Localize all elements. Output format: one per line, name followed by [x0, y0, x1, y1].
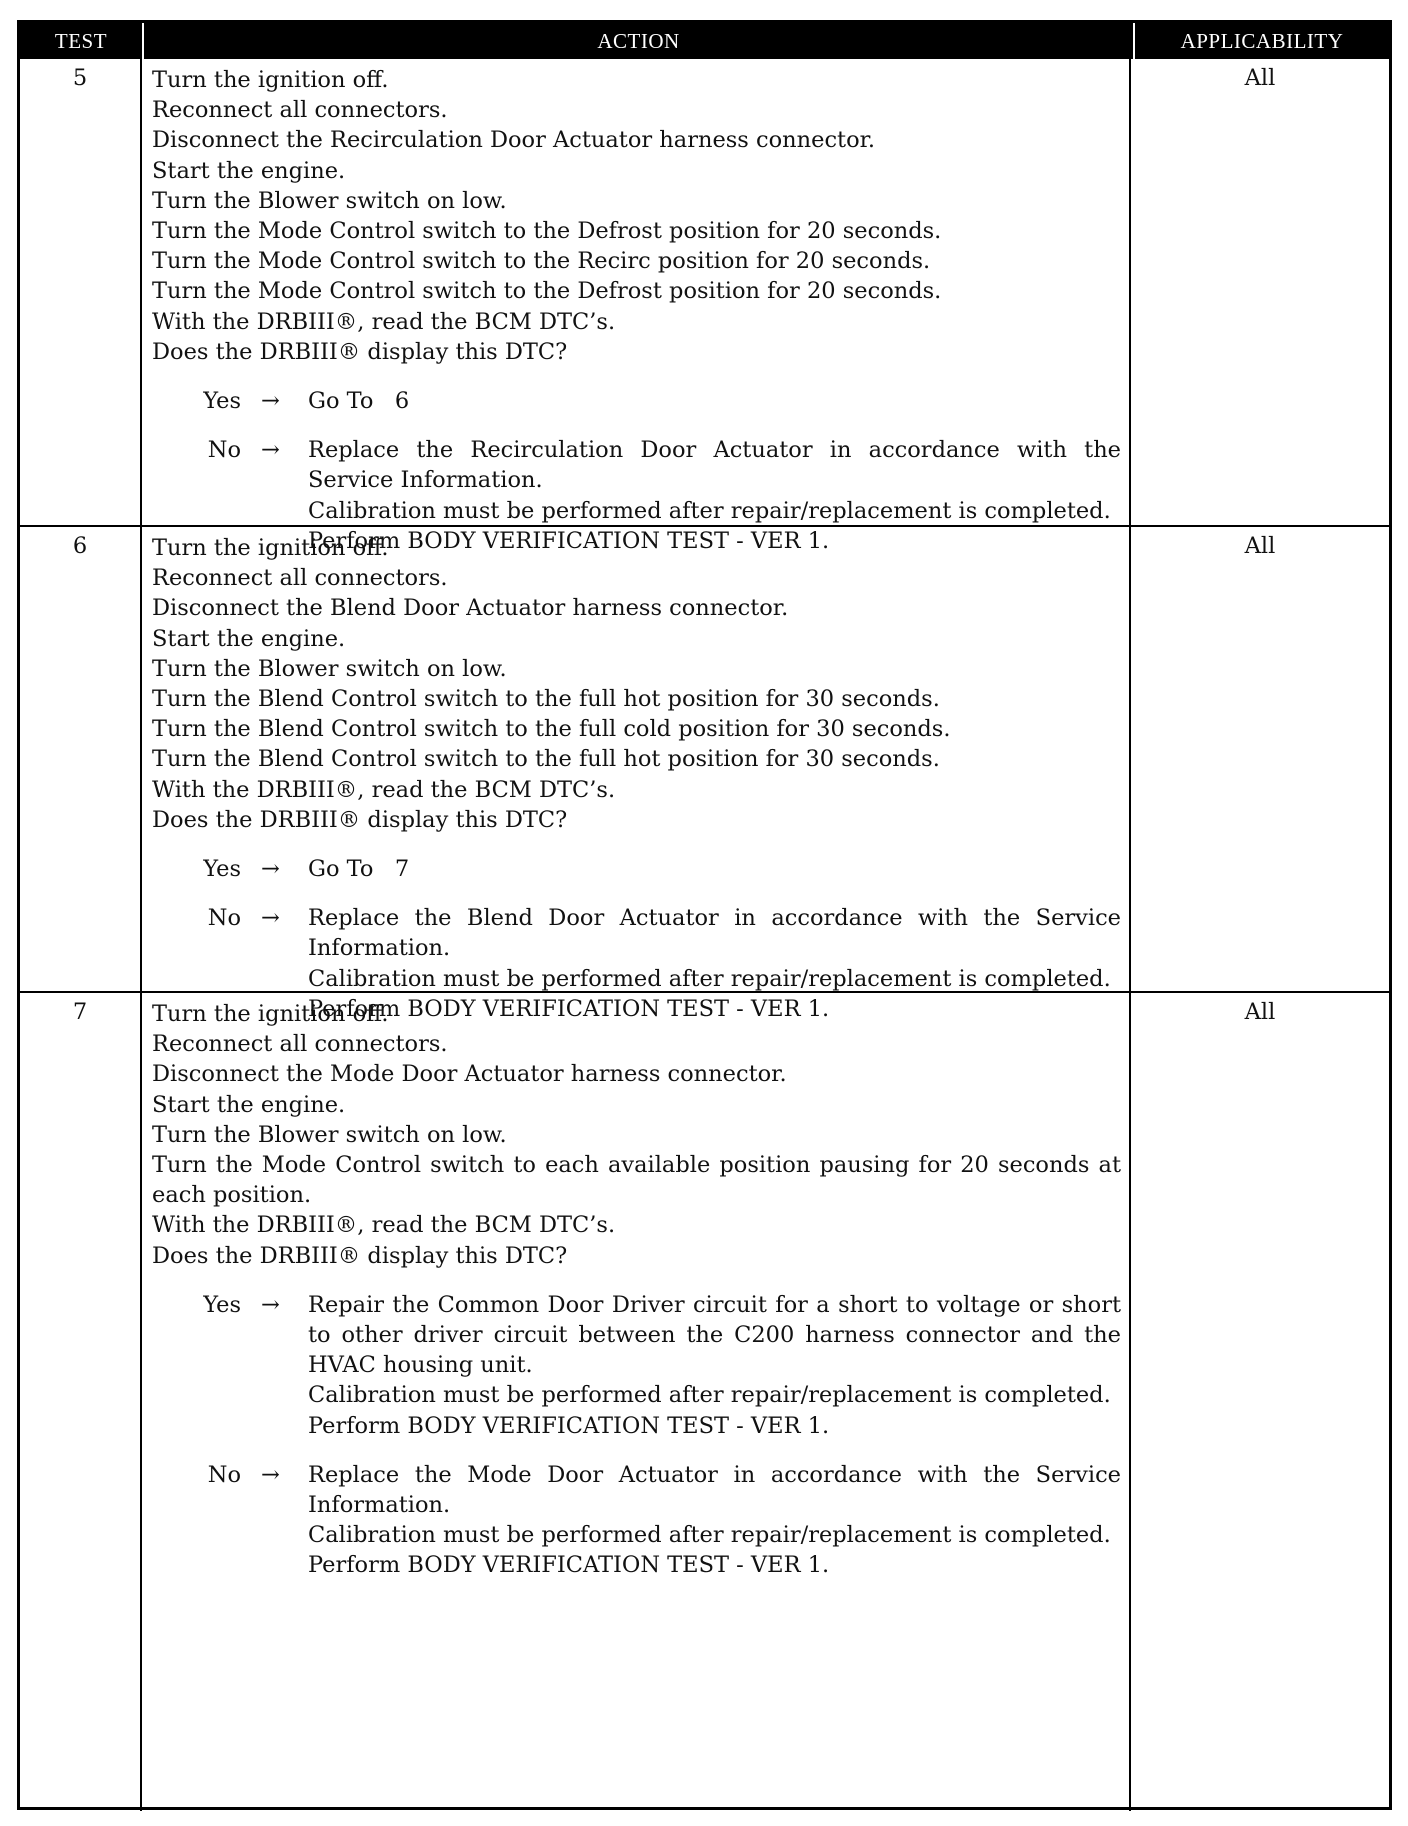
action-step: Does the DRBIII® display this DTC?	[152, 1242, 568, 1269]
table-header	[20, 23, 1389, 59]
no-result	[308, 1460, 1121, 1581]
yes-branch	[152, 854, 1121, 884]
yes-branch	[152, 1290, 1121, 1441]
action-step: Does the DRBIII® display this DTC?	[152, 806, 568, 833]
action-step: Reconnect all connectors.	[152, 565, 448, 592]
result-line: Perform BODY VERIFICATION TEST - VER 1.	[308, 527, 830, 554]
result-line: Go To 7	[308, 856, 410, 883]
result-line: Calibration must be performed after repair/replacement is completed.	[308, 497, 1111, 524]
action-step: With the DRBIII®, read the BCM DTC’s.	[152, 1212, 616, 1239]
test-number: 6	[20, 527, 142, 991]
action-step: Turn the Mode Control switch to the Defrost position for 20 seconds.	[152, 218, 942, 245]
action-step: Turn the ignition off.	[152, 67, 389, 93]
arrow-icon: →	[261, 856, 280, 883]
action-cell	[142, 993, 1131, 1811]
action-step: Turn the Blower switch on low.	[152, 655, 507, 682]
action-step: Does the DRBIII® display this DTC?	[152, 338, 568, 365]
no-label: No	[207, 437, 241, 464]
arrow-icon: →	[261, 388, 280, 415]
result-line: Replace the Recirculation Door Actuator in accordance with the Service Information.	[308, 437, 1121, 494]
result-line: Perform BODY VERIFICATION TEST - VER 1.	[308, 1412, 830, 1439]
test-number: 7	[20, 993, 142, 1811]
yes-result	[308, 386, 1121, 416]
yes-result	[308, 1290, 1121, 1441]
action-step: Turn the Mode Control switch to each available position pausing for 20 seconds at each position.	[152, 1152, 1121, 1209]
result-line: Replace the Blend Door Actuator in accordance with the Service Information.	[308, 905, 1121, 962]
arrow-icon: →	[261, 905, 280, 932]
header-applicability: APPLICABILITY	[1133, 23, 1389, 59]
action-step: Turn the ignition off.	[152, 1001, 389, 1027]
arrow-icon: →	[261, 1291, 280, 1318]
applicability: All	[1244, 533, 1276, 559]
result-line: Calibration must be performed after repair/replacement is completed.	[308, 965, 1111, 992]
result-line: Repair the Common Door Driver circuit for a short to voltage or short to other driver circuit between the C200 harness connector and the HVAC housing unit.	[308, 1291, 1121, 1379]
action-step: Turn the Blower switch on low.	[152, 187, 507, 214]
action-step: Disconnect the Blend Door Actuator harness connector.	[152, 595, 789, 622]
action-step: Start the engine.	[152, 1091, 346, 1118]
result-line: Replace the Mode Door Actuator in accordance with the Service Information.	[308, 1461, 1121, 1519]
action-step: Reconnect all connectors.	[152, 97, 448, 124]
header-action: ACTION	[597, 28, 680, 53]
applicability: All	[1244, 999, 1276, 1025]
action-step: Turn the Blower switch on low.	[152, 1121, 507, 1148]
no-label: No	[207, 905, 241, 932]
yes-label: Yes	[203, 856, 241, 883]
test-row	[20, 525, 1389, 1022]
test-number: 5	[20, 59, 142, 525]
result-line: Perform BODY VERIFICATION TEST - VER 1.	[308, 995, 830, 1022]
action-step: With the DRBIII®, read the BCM DTC’s.	[152, 776, 616, 803]
no-branch	[152, 1460, 1121, 1581]
header-test: TEST	[20, 23, 144, 59]
action-step: Start the engine.	[152, 157, 346, 184]
action-step: Turn the Blend Control switch to the full hot position for 30 seconds.	[152, 746, 940, 773]
action-step: Reconnect all connectors.	[152, 1031, 448, 1058]
result-line: Calibration must be performed after repair/replacement is completed.	[308, 1382, 1111, 1409]
action-step: Turn the Mode Control switch to the Defrost position for 20 seconds.	[152, 278, 942, 305]
arrow-icon: →	[261, 1461, 280, 1488]
result-line: Perform BODY VERIFICATION TEST - VER 1.	[308, 1552, 830, 1579]
applicability: All	[1244, 65, 1276, 91]
result-line: Calibration must be performed after repair/replacement is completed.	[308, 1522, 1111, 1549]
action-step: Start the engine.	[152, 625, 346, 652]
test-row	[20, 991, 1389, 1811]
action-step: Turn the Mode Control switch to the Recirc position for 20 seconds.	[152, 248, 931, 275]
action-step: Turn the ignition off.	[152, 535, 389, 561]
action-step: Disconnect the Mode Door Actuator harness connector.	[152, 1061, 787, 1088]
test-row	[20, 59, 1389, 554]
yes-branch	[152, 386, 1121, 416]
diagnostic-test-table	[17, 20, 1392, 1810]
no-label: No	[207, 1461, 241, 1488]
action-step: With the DRBIII®, read the BCM DTC’s.	[152, 308, 616, 335]
yes-label: Yes	[203, 1291, 241, 1318]
result-line: Go To 6	[308, 388, 410, 415]
action-step: Turn the Blend Control switch to the full cold position for 30 seconds.	[152, 716, 951, 743]
action-step: Turn the Blend Control switch to the full hot position for 30 seconds.	[152, 686, 940, 713]
yes-result	[308, 854, 1121, 884]
arrow-icon: →	[261, 437, 280, 464]
action-cell	[142, 527, 1131, 1022]
yes-label: Yes	[203, 388, 241, 415]
action-cell	[142, 59, 1131, 554]
action-step: Disconnect the Recirculation Door Actuator harness connector.	[152, 127, 876, 154]
